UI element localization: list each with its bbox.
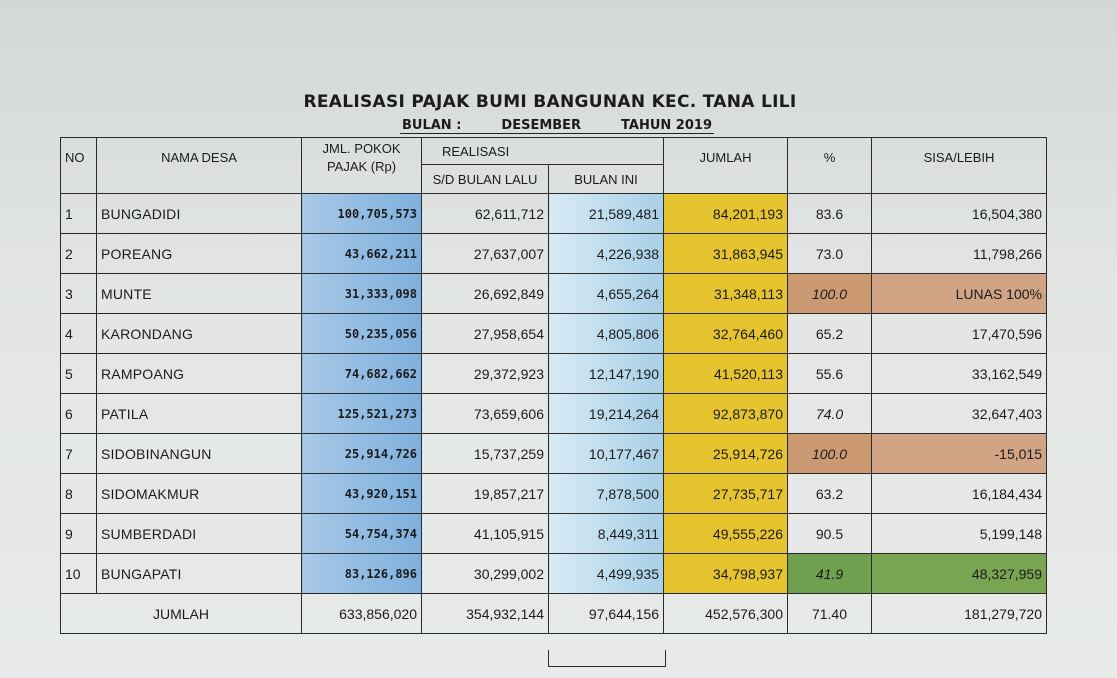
cell-sd-bulan-lalu: 41,105,915 — [422, 514, 549, 554]
cell-nama-desa: KARONDANG — [97, 314, 302, 354]
cell-nama-desa: SIDOMAKMUR — [97, 474, 302, 514]
cell-nama-desa: MUNTE — [97, 274, 302, 314]
cell-no: 3 — [61, 274, 97, 314]
cell-percent: 65.2 — [788, 314, 872, 354]
cell-percent: 100.0 — [788, 434, 872, 474]
cell-bulan-ini: 4,805,806 — [549, 314, 664, 354]
cell-no: 9 — [61, 514, 97, 554]
header-no: NO — [61, 138, 97, 194]
cell-jumlah: 31,348,113 — [664, 274, 788, 314]
cell-pokok: 43,662,211 — [302, 234, 422, 274]
cell-no: 6 — [61, 394, 97, 434]
header-sd-bulan-lalu: S/D BULAN LALU — [422, 165, 549, 194]
report-period — [400, 118, 714, 134]
total-pokok: 633,856,020 — [302, 594, 422, 634]
header-sisa-lebih: SISA/LEBIH — [872, 138, 1047, 194]
cell-nama-desa: BUNGADIDI — [97, 194, 302, 234]
cell-jumlah: 92,873,870 — [664, 394, 788, 434]
cell-percent: 100.0 — [788, 274, 872, 314]
cell-sd-bulan-lalu: 73,659,606 — [422, 394, 549, 434]
header-nama-desa: NAMA DESA — [97, 138, 302, 194]
cell-jumlah: 25,914,726 — [664, 434, 788, 474]
table-row — [61, 194, 1047, 234]
table-row — [61, 354, 1047, 394]
table-row — [61, 274, 1047, 314]
cell-percent: 55.6 — [788, 354, 872, 394]
header-percent: % — [788, 138, 872, 194]
table-row — [61, 434, 1047, 474]
cell-percent: 83.6 — [788, 194, 872, 234]
tax-realization-table — [60, 137, 1047, 634]
bulan-label: BULAN : — [402, 118, 462, 133]
cell-sd-bulan-lalu: 27,637,007 — [422, 234, 549, 274]
header-row — [61, 138, 1047, 165]
header-pokok: JML. POKOK PAJAK (Rp) — [302, 138, 422, 194]
cell-sisa-lebih: LUNAS 100% — [872, 274, 1047, 314]
cell-jumlah: 41,520,113 — [664, 354, 788, 394]
cell-pokok: 50,235,056 — [302, 314, 422, 354]
total-bulan-ini: 97,644,156 — [549, 594, 664, 634]
cell-sisa-lebih: 5,199,148 — [872, 514, 1047, 554]
table-row — [61, 314, 1047, 354]
total-sisa-lebih: 181,279,720 — [872, 594, 1047, 634]
table-row — [61, 394, 1047, 434]
cell-nama-desa: SUMBERDADI — [97, 514, 302, 554]
cell-jumlah: 34,798,937 — [664, 554, 788, 594]
cell-no: 4 — [61, 314, 97, 354]
cell-pokok: 25,914,726 — [302, 434, 422, 474]
cell-nama-desa: RAMPOANG — [97, 354, 302, 394]
total-percent: 71.40 — [788, 594, 872, 634]
cell-bulan-ini: 12,147,190 — [549, 354, 664, 394]
cell-sisa-lebih: 16,184,434 — [872, 474, 1047, 514]
table-row — [61, 554, 1047, 594]
cell-jumlah: 49,555,226 — [664, 514, 788, 554]
cell-sd-bulan-lalu: 26,692,849 — [422, 274, 549, 314]
tahun-label: TAHUN 2019 — [621, 118, 712, 133]
total-label: JUMLAH — [61, 594, 302, 634]
cell-bulan-ini: 21,589,481 — [549, 194, 664, 234]
cell-pokok: 43,920,151 — [302, 474, 422, 514]
cell-nama-desa: SIDOBINANGUN — [97, 434, 302, 474]
cell-bulan-ini: 8,449,311 — [549, 514, 664, 554]
cell-sisa-lebih: 11,798,266 — [872, 234, 1047, 274]
cell-percent: 73.0 — [788, 234, 872, 274]
cell-sd-bulan-lalu: 15,737,259 — [422, 434, 549, 474]
cell-no: 10 — [61, 554, 97, 594]
cell-sd-bulan-lalu: 30,299,002 — [422, 554, 549, 594]
cell-sd-bulan-lalu: 62,611,712 — [422, 194, 549, 234]
cell-sisa-lebih: -15,015 — [872, 434, 1047, 474]
cell-jumlah: 84,201,193 — [664, 194, 788, 234]
cell-sisa-lebih: 16,504,380 — [872, 194, 1047, 234]
cell-nama-desa: PATILA — [97, 394, 302, 434]
cell-pokok: 54,754,374 — [302, 514, 422, 554]
cell-sisa-lebih: 48,327,959 — [872, 554, 1047, 594]
cell-jumlah: 32,764,460 — [664, 314, 788, 354]
total-sd-bulan-lalu: 354,932,144 — [422, 594, 549, 634]
cell-percent: 74.0 — [788, 394, 872, 434]
cell-pokok: 83,126,896 — [302, 554, 422, 594]
cell-sisa-lebih: 32,647,403 — [872, 394, 1047, 434]
header-realisasi: REALISASI — [422, 138, 664, 165]
cell-bulan-ini: 19,214,264 — [549, 394, 664, 434]
bulan-value: DESEMBER — [501, 118, 582, 133]
cell-pokok: 100,705,573 — [302, 194, 422, 234]
cell-sd-bulan-lalu: 19,857,217 — [422, 474, 549, 514]
cell-bulan-ini: 4,226,938 — [549, 234, 664, 274]
cell-nama-desa: BUNGAPATI — [97, 554, 302, 594]
cell-percent: 90.5 — [788, 514, 872, 554]
cell-pokok: 31,333,098 — [302, 274, 422, 314]
cell-nama-desa: POREANG — [97, 234, 302, 274]
table-row — [61, 514, 1047, 554]
total-jumlah: 452,576,300 — [664, 594, 788, 634]
cell-bulan-ini: 4,655,264 — [549, 274, 664, 314]
header-bulan-ini: BULAN INI — [549, 165, 664, 194]
report-title: REALISASI PAJAK BUMI BANGUNAN KEC. TANA LILI — [303, 92, 797, 112]
cell-percent: 41.9 — [788, 554, 872, 594]
header-jumlah: JUMLAH — [664, 138, 788, 194]
table-row — [61, 474, 1047, 514]
cell-jumlah: 31,863,945 — [664, 234, 788, 274]
cell-pokok: 125,521,273 — [302, 394, 422, 434]
table-row — [61, 234, 1047, 274]
cell-no: 7 — [61, 434, 97, 474]
cell-bulan-ini: 7,878,500 — [549, 474, 664, 514]
empty-cell-below-table — [548, 650, 666, 667]
cell-no: 1 — [61, 194, 97, 234]
cell-bulan-ini: 10,177,467 — [549, 434, 664, 474]
cell-no: 2 — [61, 234, 97, 274]
cell-jumlah: 27,735,717 — [664, 474, 788, 514]
cell-pokok: 74,682,662 — [302, 354, 422, 394]
cell-sisa-lebih: 33,162,549 — [872, 354, 1047, 394]
cell-no: 8 — [61, 474, 97, 514]
cell-sd-bulan-lalu: 27,958,654 — [422, 314, 549, 354]
cell-no: 5 — [61, 354, 97, 394]
cell-percent: 63.2 — [788, 474, 872, 514]
cell-bulan-ini: 4,499,935 — [549, 554, 664, 594]
cell-sisa-lebih: 17,470,596 — [872, 314, 1047, 354]
cell-sd-bulan-lalu: 29,372,923 — [422, 354, 549, 394]
total-row — [61, 594, 1047, 634]
